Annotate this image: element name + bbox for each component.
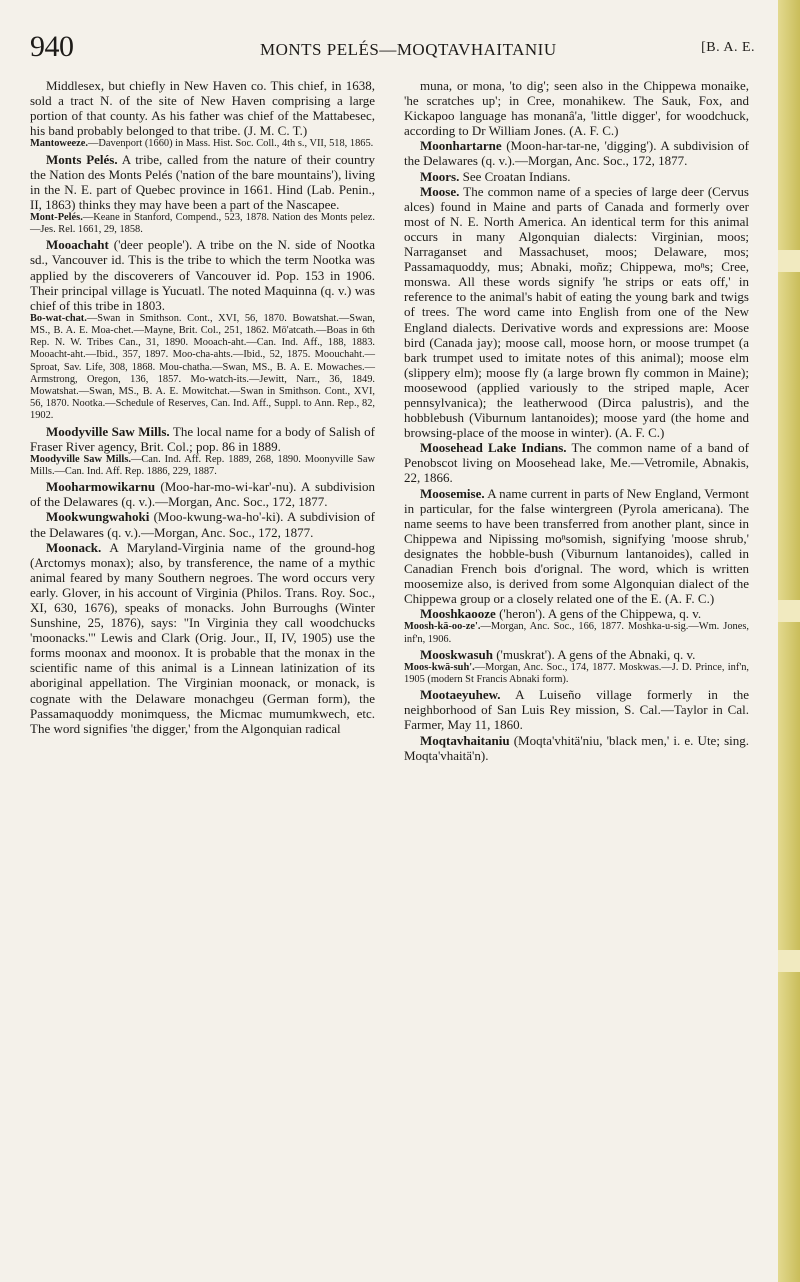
dictionary-entry xyxy=(404,647,749,662)
dictionary-entry xyxy=(30,424,375,454)
entry-text: The local name for a body of Salish of Fraser River agency, Brit. Col.; pop. 86 in 1889. xyxy=(30,423,375,454)
left-column xyxy=(30,78,375,736)
edge-notch xyxy=(778,950,800,972)
entry-headword: Moodyville Saw Mills. xyxy=(46,423,170,439)
page-header xyxy=(30,30,755,70)
entry-headword: Mooachaht xyxy=(46,237,109,253)
entry-text: —Swan in Smithson. Cont., XVI, 56, 1870. Bowatshat.—Swan, MS., B. A. E. Moa-chet.—Mayne, Brit. Col., 251, 1862. Mō'atcath.—Boas in 6th Rep. N. W. Tribes Can., 31, 1890. Mooach-aht.—Can. Ind. Aff., 188, 1883. Mooacht-aht.—Ibid., 357, 1897. Moo-cha-ahts.—Ibid., 52, 1875. Moouchaht.—Sproat, Sav. Life, 308, 1868. Mou-chatha.—Swan, MS., B. A. E. Mowaches.—Armstrong, Oregon, 136, 1857. Mo-watch-its.—Jewitt, Narr., 36, 1849. Mowatshat.—Swan, MS., B. A. E. Mowitchat.—Swan in Smithson. Cont., XVI, 56, 1870. Nootka.—Schedule of Reserves, Can. Ind. Aff., Suppl. to Ann. Rep., 82, 1902. xyxy=(30,312,375,422)
dictionary-entry xyxy=(404,606,749,621)
citation-entry xyxy=(30,138,375,150)
entry-headword: Moonhartarne xyxy=(420,138,502,154)
entry-headword: Moos-kwā-suh'. xyxy=(404,661,475,673)
dictionary-entry xyxy=(30,78,375,138)
citation-entry xyxy=(30,313,375,423)
dictionary-entry xyxy=(404,733,749,763)
entry-text: A tribe, called from the nature of their country the Nation des Monts Pelés ('nation of the bare mountains'), living in the N. E. part of Quebec province in 1661. Hind (Lab. Penin., II, 1863) thinks they may have been a part of the Nascapee. xyxy=(30,151,375,212)
entry-headword: Moosehead Lake Indians. xyxy=(420,440,567,456)
entry-text: —Morgan, Anc. Soc., 166, 1877. Moshka-u-sig.—Wm. Jones, inf'n, 1906. xyxy=(404,621,749,645)
entry-text: —Davenport (1660) in Mass. Hist. Soc. Coll., 4th s., VII, 518, 1865. xyxy=(88,138,374,150)
citation-entry xyxy=(30,454,375,478)
entry-headword: Mont-Pelés. xyxy=(30,211,83,223)
entry-text: (Moo-har-mo-wi-kar'-nu). A subdivision of the Delawares (q. v.).—Morgan, Anc. Soc., 172, 1877. xyxy=(30,479,375,510)
entry-text: ('heron'). A gens of the Chippewa, q. v. xyxy=(495,606,702,622)
dictionary-entry xyxy=(30,509,375,539)
right-column xyxy=(404,78,749,763)
entry-headword: Moonack. xyxy=(46,539,102,555)
entry-text: See Croatan Indians. xyxy=(459,168,571,184)
citation-entry xyxy=(404,662,749,686)
entry-text: A Luiseño village formerly in the neighborhood of San Luis Rey mission, S. Cal.—Taylor in Cal. Farmer, May 11, 1860. xyxy=(404,687,749,733)
entry-headword: Mookwungwahoki xyxy=(46,509,150,525)
dictionary-entry xyxy=(404,486,749,607)
entry-headword: Moodyville Saw Mills. xyxy=(30,453,131,465)
page-number: 940 xyxy=(30,30,74,63)
entry-text: ('deer people'). A tribe on the N. side of Nootka sd., Vancouver id. This is the tribe to which the term Nootka was applied by the discoverers of Vancouver id. Pop. 153 in 1906. Their principal village is Yucuatl. The noted Maquinna (q. v.) was chief of this tribe in 1803. xyxy=(30,237,375,313)
entry-text: Middlesex, but chiefly in New Haven co. This chief, in 1638, sold a tract N. of the site of New Haven comprising a large portion of that county. As his father was chief of the Mattabesec, his band probably belonged to that tribe. (J. M. C. T.) xyxy=(30,78,375,139)
dictionary-entry xyxy=(404,138,749,168)
entry-headword: Mootaeyuhew. xyxy=(420,687,501,703)
entry-text: (Moo-kwung-wa-ho'-ki). A subdivision of the Delawares (q. v.).—Morgan, Anc. Soc., 172, 1877. xyxy=(30,509,375,540)
dictionary-entry xyxy=(404,169,749,184)
entry-text: A name current in parts of New England, Vermont in particular, for the false wintergreen (Pyrola americana). The name seems to have been transferred from another plant, since in Chippewa and Nipissing moⁿsomish, signifying 'moose shrub,' designates the hobble-bush (Viburnum lantanoides), called in Canadian French bois d'orignal. The word, which is written moosemize also, is derived from some Algonquian dialect of the Chippewa group or a closely related one of the E. (A. F. C.) xyxy=(404,485,749,607)
entry-headword: Mooharmowikarnu xyxy=(46,479,156,495)
dictionary-entry xyxy=(404,440,749,485)
entry-headword: Mantoweeze. xyxy=(30,138,88,150)
entry-headword: Moors. xyxy=(420,168,460,184)
dictionary-entry xyxy=(404,687,749,732)
entry-headword: Moose. xyxy=(420,183,460,199)
citation-entry xyxy=(404,621,749,645)
entry-text: ('muskrat'). A gens of the Abnaki, q. v. xyxy=(492,646,696,662)
entry-headword: Mooshkaooze xyxy=(420,606,496,622)
entry-text: The common name of a band of Penobscot living on Moosehead lake, Me.—Vetromile, Abnakis, 22, 1866. xyxy=(404,440,750,486)
entry-headword: Moqtavhaitaniu xyxy=(420,732,510,748)
running-head: MONTS PELÉS—MOQTAVHAITANIU xyxy=(260,40,557,59)
entry-text: —Morgan, Anc. Soc., 174, 1877. Moskwas.—J. D. Prince, inf'n, 1905 (modern St Francis Abnaki form). xyxy=(404,661,749,686)
entry-text: The common name of a species of large deer (Cervus alces) found in Maine and parts of Canada and formerly over most of N. E. North America. An identical term for this animal occurs in many Algonquian dialects: Virginian, moos; Narraganset and Massachuset, moos; Delaware, mos; Passamaquoddy, mus; Abnaki, moñz; Chippewa, moⁿs; Cree, monswa. All these words signify 'he strips or eats off,' in reference to the animal's habit of eating the young bark and twigs of trees. The word came into English from one of the New England dialects. Derivative words and expressions are: Moose bird (Canada jay); moose call, moose horn, or moose trumpet (a bark trumpet used to imitate notes of this animal); moose elm (slippery elm); moose fly (a large brown fly common in Maine); moosewood (applied variously to the striped maple, Acer pennsylvanica); the leatherwood (Dirca palustris), and the hobblebush (Viburnum lantanoides); moose yard (the home and browsing-place of the moose in winter). (A. F. C.) xyxy=(404,183,749,441)
entry-text: muna, or mona, 'to dig'; seen also in the Chippewa monaike, 'he scratches up'; in Cree, monahikew. The Sauk, Fox, and Kickapoo language has monanâ'a, 'little digger', for woodchuck, according to Dr William Jones. (A. F. C.) xyxy=(404,78,749,139)
dictionary-entry xyxy=(30,152,375,212)
entry-text: —Keane in Stanford, Compend., 523, 1878. Nation des Monts pelez.—Jes. Rel. 1661, 29, 1858. xyxy=(30,211,375,236)
entry-headword: Moosh-kā-oo-ze'. xyxy=(404,621,481,633)
entry-text: (Moon-har-tar-ne, 'digging'). A subdivision of the Delawares (q. v.).—Morgan, Anc. Soc., 172, 1877. xyxy=(404,138,749,169)
section-label: [B. A. E. xyxy=(701,40,755,55)
edge-notch xyxy=(778,600,800,622)
dictionary-entry xyxy=(30,237,375,312)
edge-notch xyxy=(778,250,800,272)
entry-text: (Moqta'vhitä'niu, 'black men,' i. e. Ute; sing. Moqta'vhaitä'n). xyxy=(404,732,749,763)
dictionary-entry xyxy=(404,184,749,441)
entry-headword: Mooskwasuh xyxy=(420,646,493,662)
entry-headword: Monts Pelés. xyxy=(46,151,118,167)
entry-text: A Maryland-Virginia name of the ground-hog (Arctomys monax); also, by transference, the name of a mythic animal feared by many Southern negroes. The word occurs very early. Glover, in his account of Virginia (Philos. Trans. Roy. Soc., XI, 630, 1676), speaks of monacks. John Burroughs (Winter Sunshine, 25, 1876), says: "In Virginia they call woodchucks 'moonacks.'" Lewis and Clark (Orig. Jour., II, IV, 1905) use the forms moonax and moonox. It is probable that the monax in the scientific name of this animal is a Linnean latinization of its aboriginal appellation. The Virginian moonack, or monack, is cognate with the Delaware monachgeu (German form), the Passamaquoddy monimquess, the Micmac mumumkwech, etc. The word signifies 'the digger,' from the Algonquian radical xyxy=(30,539,375,736)
dictionary-entry xyxy=(404,78,749,138)
entry-headword: Bo-wat-chat. xyxy=(30,312,87,324)
entry-headword: Moosemise. xyxy=(420,485,485,501)
entry-text: —Can. Ind. Aff. Rep. 1889, 268, 1890. Moonyville Saw Mills.—Can. Ind. Aff. Rep. 1886, 229, 1887. xyxy=(30,453,376,478)
page-edge-tab xyxy=(778,0,800,1282)
dictionary-entry xyxy=(30,479,375,509)
citation-entry xyxy=(30,212,375,236)
dictionary-entry xyxy=(30,540,375,736)
